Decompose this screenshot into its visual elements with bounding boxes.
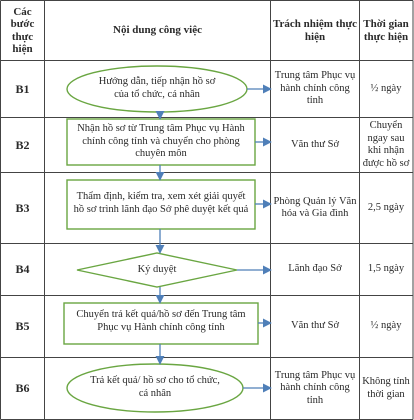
step-responsible: Phòng Quản lý Văn hóa và Gia đình [273, 195, 357, 219]
step-time: ½ ngày [370, 82, 402, 94]
step-responsible: Lãnh đạo Sở [288, 263, 342, 275]
step-id: B6 [15, 381, 30, 396]
step-node-text: Nhận hồ sơ từ Trung tâm Phục vụ Hành chính công tỉnh và chuyển cho phòng chuyên môn [77, 122, 245, 160]
step-node-text: Hướng dẫn, tiếp nhận hồ sơ của tổ chức, cá nhân [98, 76, 216, 100]
step-responsible: Văn thư Sở [291, 320, 339, 332]
header-content-column: Nội dung công việc [113, 24, 202, 37]
step-id: B2 [15, 137, 30, 152]
step-id: B4 [15, 262, 30, 277]
step-time: Chuyển ngay sau khi nhận được hồ sơ [362, 120, 410, 169]
step-responsible: Trung tâm Phục vụ hành chính công tỉnh [274, 70, 356, 107]
step-time: Không tính thời gian [362, 376, 410, 400]
header-time-column: Thời gian thực hiện [363, 18, 409, 43]
step-id: B5 [15, 319, 30, 334]
header-step-column: Các bước thực hiện [10, 5, 35, 55]
step-time: ½ ngày [370, 320, 402, 332]
step-time: 2,5 ngày [367, 201, 405, 213]
step-responsible: Văn thư Sở [291, 138, 339, 150]
step-node-text: Thẩm định, kiểm tra, xem xét giải quyết hồ sơ trình lãnh đạo Sở phê duyệt kết quả [73, 191, 249, 215]
step-time: 1,5 ngày [367, 263, 405, 275]
step-node-text: Ký duyệt [137, 263, 177, 275]
header-responsibility-column: Trách nhiệm thực hiện [272, 18, 357, 43]
step-id: B3 [15, 200, 30, 215]
step-node-text: Chuyển trả kết quả/hồ sơ đến Trung tâm Phục vụ Hành chính công tỉnh [76, 309, 246, 333]
step-id: B1 [15, 81, 30, 96]
step-node-text: Trả kết quả/ hồ sơ cho tổ chức, cá nhân [90, 375, 220, 399]
step-responsible: Trung tâm Phục vụ hành chính công tỉnh [274, 369, 356, 406]
